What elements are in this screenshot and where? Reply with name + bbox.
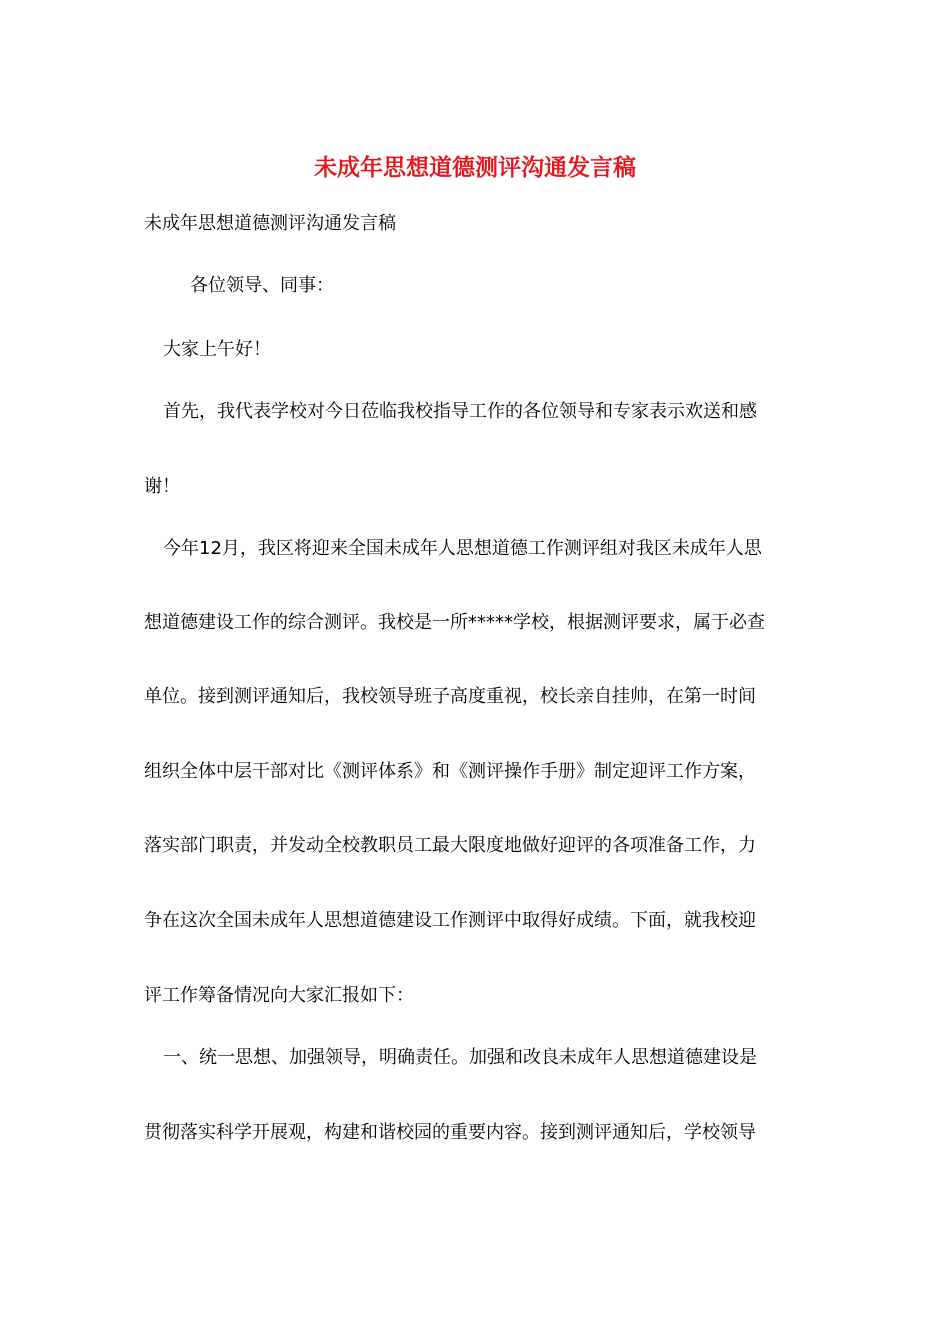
paragraph-line: 首先，我代表学校对今日莅临我校指导工作的各位领导和专家表示欢送和感: [163, 401, 757, 422]
paragraph-line: 今年12月，我区将迎来全国未成年人思想道德工作测评组对我区未成年人思: [163, 538, 762, 559]
subtitle-line: 未成年思想道德测评沟通发言稿: [144, 213, 396, 234]
paragraph-line: 贯彻落实科学开展观，构建和谐校园的重要内容。接到测评通知后，学校领导: [144, 1122, 756, 1143]
paragraph-line: 评工作筹备情况向大家汇报如下：: [144, 985, 414, 1006]
paragraph-line: 争在这次全国未成年人思想道德建设工作测评中取得好成绩。下面，就我校迎: [144, 910, 756, 931]
paragraph-line: 组织全体中层干部对比《测评体系》和《测评操作手册》制定迎评工作方案，: [144, 761, 756, 782]
paragraph-line: 一、统一思想、加强领导，明确责任。加强和改良未成年人思想道德建设是: [163, 1047, 757, 1068]
document-title: 未成年思想道德测评沟通发言稿: [314, 154, 636, 181]
greeting-line: 大家上午好！: [163, 339, 271, 360]
paragraph-line: 谢！: [144, 476, 180, 497]
paragraph-line: 落实部门职责，并发动全校教职员工最大限度地做好迎评的各项准备工作，力: [144, 835, 756, 856]
paragraph-line: 单位。接到测评通知后，我校领导班子高度重视，校长亲自挂帅，在第一时间: [144, 686, 756, 707]
salutation-line: 各位领导、同事：: [190, 275, 334, 296]
paragraph-line: 想道德建设工作的综合测评。我校是一所*****学校，根据测评要求，属于必查: [144, 612, 765, 633]
